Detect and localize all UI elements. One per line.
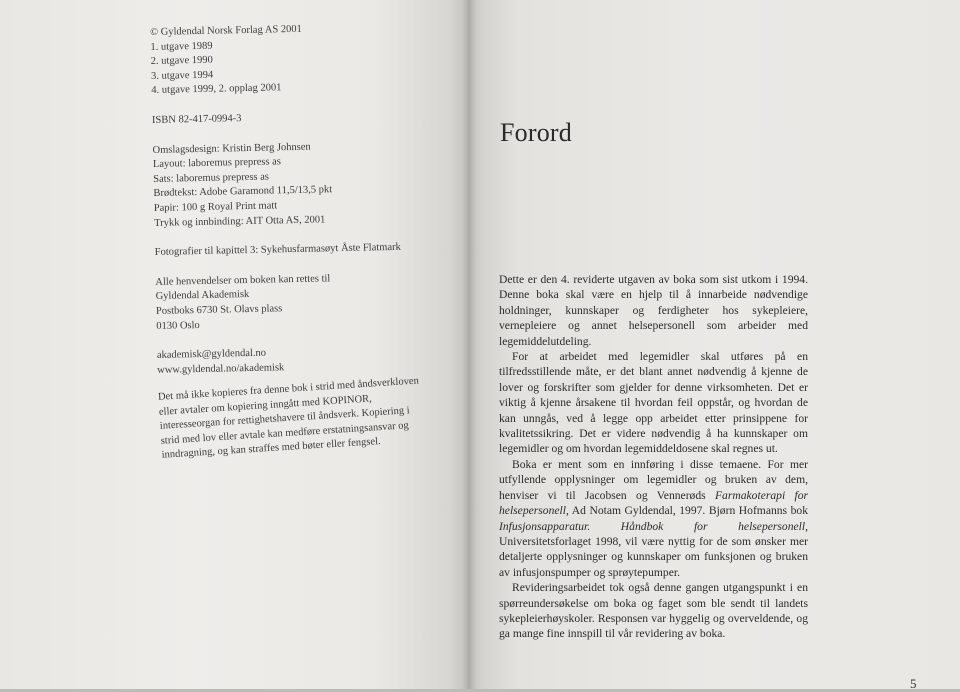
production-line: Omslagsdesign: Kristin Berg Johnsen bbox=[152, 141, 311, 156]
address-line: Gyldendal Akademisk bbox=[155, 289, 250, 303]
isbn-line: ISBN 82-417-0994-3 bbox=[151, 113, 242, 126]
edition-line: 3. utgave 1994 bbox=[150, 69, 214, 82]
imprint-block bbox=[150, 20, 439, 464]
production-line: Sats: laboremus prepress as bbox=[153, 171, 270, 185]
book-gutter bbox=[462, 0, 476, 689]
paragraph bbox=[499, 457, 808, 580]
production-line: Layout: laboremus prepress as bbox=[152, 156, 282, 171]
book-title-italic: Infusjonsapparatur. Håndbok for helsepersonell, bbox=[499, 519, 808, 533]
edition-line: 1. utgave 1989 bbox=[150, 40, 213, 53]
website-line: www.gyldendal.no/akademisk bbox=[157, 361, 285, 376]
paragraph: For at arbeidet med legemidler skal utføres på en tilfredsstillende måte, er det blant annet nødvendig å kjenne de lover og forskrifter som gjelder for denne virksomheten. Det er viktig å kjenne årsakene til hvordan feil oppstår, og hvordan de kan unngås, ved å legge opp arbeidet etter prinsippene for kvalitetssikring. Det er videre nødvendig å ha kunnskaper om legemidler og om hvordan legemiddeldosene skal regnes ut. bbox=[499, 350, 808, 456]
paragraph-text: Universitetsforlaget 1998, vil være nyttig for de som ønsker mer detaljerte opplysninger og kunnskaper om funksjonen og bruken av infusjonspumper og sprøytepumper. bbox=[499, 534, 808, 579]
left-page bbox=[0, 0, 468, 689]
page-title: Forord bbox=[500, 118, 572, 147]
copyright-line: © Gyldendal Norsk Forlag AS 2001 bbox=[150, 23, 302, 38]
production-line: Trykk og innbinding: AIT Otta AS, 2001 bbox=[154, 213, 326, 229]
copyright-notice-block bbox=[158, 374, 432, 464]
book-title-italic: Farmakoterapi for helsepersonell, bbox=[499, 488, 808, 518]
production-line: Brødtekst: Adobe Garamond 11,5/13,5 pkt bbox=[153, 184, 333, 200]
edition-line: 4. utgave 1999, 2. opplag 2001 bbox=[151, 82, 282, 97]
email-line: akademisk@gyldendal.no bbox=[156, 347, 267, 362]
paragraph: Revideringsarbeidet tok også denne gangen utgangspunkt i en spørreundersøkelse om boka og faget som ble sendt til landets sykepleierhøyskoler. Responsen var hyggelig og overveldende, og ga mange fine innspill til vår revidering av boka. bbox=[499, 581, 808, 641]
foreword-text bbox=[499, 272, 808, 642]
edition-line: 2. utgave 1990 bbox=[150, 54, 213, 68]
address-line: Postboks 6730 St. Olavs plass bbox=[155, 303, 283, 317]
production-line: Papir: 100 g Royal Print matt bbox=[153, 200, 278, 214]
page-number: 5 bbox=[910, 676, 917, 691]
copyright-notice: Det må ikke kopieres fra denne bok i strid med åndsverkloven eller avtaler om kopiering inngått med KOPINOR, interesseorgan for rettighetshavere til åndsverk. Kopiering i strid med lov eller avtale kan medføre erstatningsansvar og inndragning, og kan straffes med bøter eller fengsel. bbox=[157, 375, 420, 462]
paragraph: Dette er den 4. reviderte utgaven av boka som sist utkom i 1994. Denne boka skal være en hjelp til å innarbeide nødvendige holdninger, kunnskaper og ferdigheter hos sykepleiere, vernepleiere og annet helsepersonell som arbeider med legemiddelutdeling. bbox=[499, 273, 808, 348]
address-line: Alle henvendelser om boken kan rettes til bbox=[155, 272, 331, 288]
address-line: 0130 Oslo bbox=[156, 319, 200, 332]
photo-credit: Fotografier til kapittel 3: Sykehusfarmasøyt Åste Flatmark bbox=[154, 241, 401, 259]
paragraph-text: Boka er ment som en innføring i disse temaene. For mer utfyllende opplysninger om legemidler og bruken av dem, henviser vi til Jacobsen og Vennerøds bbox=[499, 457, 808, 502]
paragraph-text: Ad Notam Gyldendal, 1997. Bjørn Hofmanns bok bbox=[568, 504, 808, 518]
